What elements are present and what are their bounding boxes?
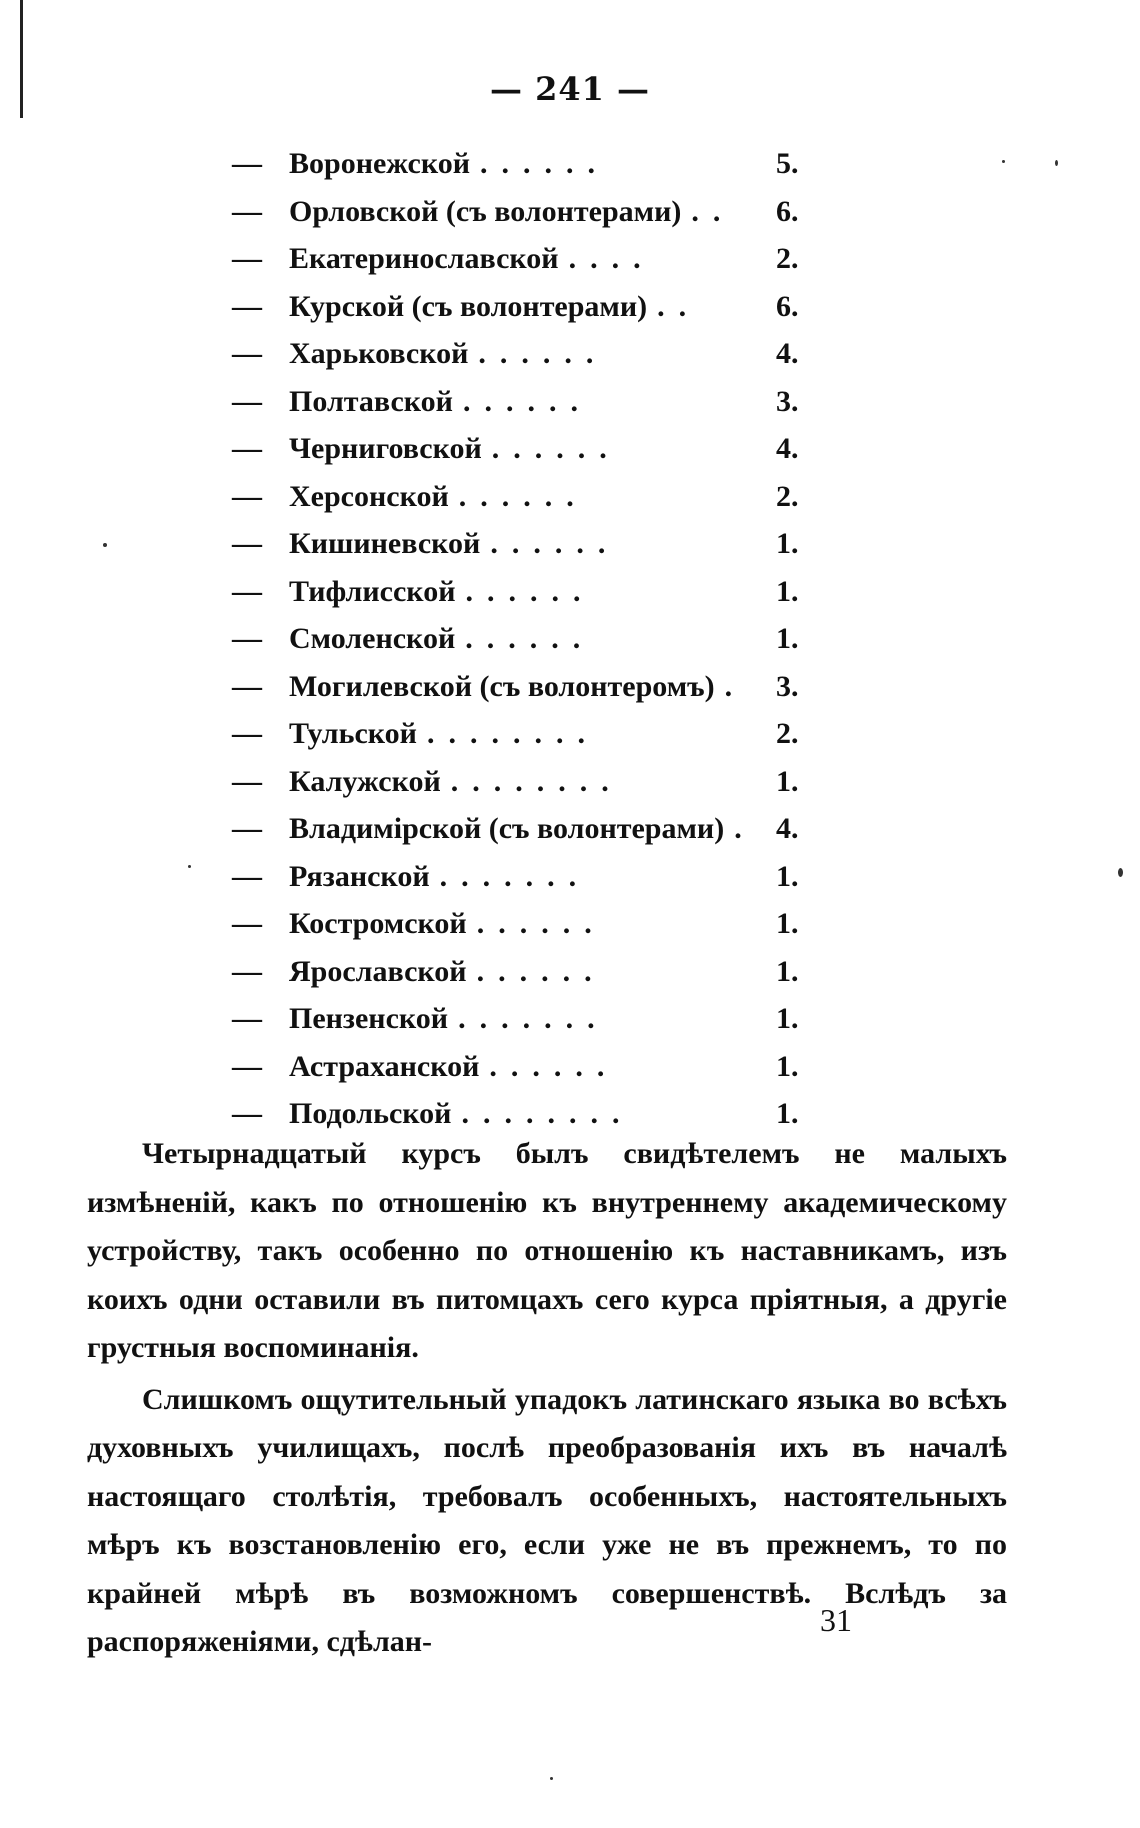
entry-name: Рязанской (289, 859, 430, 893)
scan-speck (550, 1777, 553, 1780)
entry-leader: ........ (426, 717, 599, 750)
list-item (232, 1043, 812, 1091)
entry-leader: .. (657, 289, 701, 323)
entry-leader: ....... (458, 1002, 609, 1035)
entry-name: Владимірской (съ волонтерами) (289, 812, 725, 845)
entry-leader: .. (691, 194, 735, 228)
entry-dash: — (232, 574, 262, 608)
body-text (87, 1130, 1007, 1667)
entry-name: Полтавской (289, 384, 453, 418)
entry-dash: — (232, 954, 262, 988)
entry-count: 1. (776, 907, 799, 940)
entry-count: 1. (776, 1097, 799, 1130)
entry-leader: ...... (489, 1049, 619, 1083)
entry-name: Воронежской (289, 147, 470, 180)
entry-count: 2. (776, 717, 799, 750)
entry-count: 1. (776, 527, 799, 560)
entry-leader: .... (568, 242, 655, 275)
scan-speck (188, 865, 191, 868)
list-item (232, 615, 812, 663)
diocese-list (232, 140, 812, 1138)
entry-name: Орловской (съ волонтерами) (289, 194, 682, 228)
paragraph: Четырнадцатый курсъ былъ свидѣтелемъ не малыхъ измѣненій, какъ по отношенію къ внутреннему академическому устройству, такъ особенно по отношенію къ наставникамъ, изъ коихъ одни оставили въ питомцахъ сего курса пріятныя, а другіе грустныя воспоминанія. (87, 1137, 1007, 1364)
list-item (232, 900, 812, 948)
list-item (232, 568, 812, 616)
list-item (232, 188, 812, 236)
entry-count: 1. (776, 764, 799, 798)
list-item (232, 283, 812, 331)
entry-dash: — (232, 859, 262, 893)
list-item (232, 473, 812, 521)
entry-name: Могилевской (съ волонтеромъ) (289, 669, 715, 703)
entry-count: 1. (776, 1002, 799, 1035)
entry-dash: — (232, 147, 262, 180)
entry-leader: ...... (465, 622, 595, 655)
entry-dash: — (232, 479, 262, 513)
entry-leader: ....... (439, 859, 591, 893)
entry-dash: — (232, 907, 262, 940)
entry-dash: — (232, 717, 262, 750)
entry-name: Кишиневской (289, 527, 481, 560)
entry-count: 4. (776, 812, 799, 845)
entry-leader: . (724, 669, 747, 703)
list-item (232, 948, 812, 996)
entry-count: 3. (776, 669, 799, 703)
entry-count: 4. (776, 432, 799, 465)
scan-speck (1118, 868, 1123, 877)
entry-count: 3. (776, 384, 799, 418)
entry-count: 5. (776, 147, 799, 180)
list-item (232, 378, 812, 426)
scan-speck (1002, 160, 1005, 163)
entry-count: 2. (776, 479, 799, 513)
entry-name: Ярославской (289, 954, 467, 988)
list-item (232, 805, 812, 853)
entry-dash: — (232, 622, 262, 655)
entry-dash: — (232, 194, 262, 228)
entry-name: Пензенской (289, 1002, 449, 1035)
paragraph: Слишкомъ ощутительный упадокъ латинскаго языка во всѣхъ духовныхъ училищахъ, послѣ преобразованія ихъ въ началѣ настоящаго столѣтія, требовалъ особенныхъ, настоятельныхъ мѣръ къ возстановленію его, если уже не въ прежнемъ, то по крайней мѣрѣ въ возможномъ совершенствѣ. Вслѣдъ за распоряженіями, сдѣлан- (87, 1382, 1007, 1658)
entry-name: Костромской (289, 907, 467, 940)
entry-dash: — (232, 1097, 262, 1130)
entry-leader: ...... (465, 574, 595, 608)
list-item (232, 140, 812, 188)
entry-leader: ...... (480, 147, 609, 180)
entry-dash: — (232, 337, 262, 370)
page-number: — 241 — (489, 70, 651, 108)
entry-count: 2. (776, 242, 799, 275)
entry-name: Смоленской (289, 622, 456, 655)
entry-dash: — (232, 1002, 262, 1035)
list-item (232, 330, 812, 378)
entry-name: Подольской (289, 1097, 452, 1130)
list-item (232, 425, 812, 473)
entry-count: 4. (776, 337, 799, 370)
entry-count: 1. (776, 954, 799, 988)
entry-leader: ...... (490, 527, 620, 560)
entry-leader: ...... (476, 907, 606, 940)
entry-leader: ...... (462, 384, 592, 418)
entry-leader: . (734, 812, 756, 845)
entry-name: Астраханской (289, 1049, 480, 1083)
entry-leader: ...... (476, 954, 606, 988)
scan-speck (1055, 160, 1058, 166)
entry-leader: ........ (461, 1097, 634, 1130)
entry-dash: — (232, 764, 262, 798)
entry-leader: ...... (478, 337, 608, 370)
entry-name: Харьковской (289, 337, 469, 370)
entry-name: Черниговской (289, 432, 482, 465)
entry-dash: — (232, 432, 262, 465)
list-item (232, 520, 812, 568)
entry-name: Калужской (289, 764, 441, 798)
entry-dash: — (232, 812, 262, 845)
entry-dash: — (232, 1049, 262, 1083)
list-item (232, 758, 812, 806)
entry-dash: — (232, 242, 262, 275)
list-item (232, 853, 812, 901)
entry-dash: — (232, 289, 262, 323)
entry-count: 6. (776, 194, 799, 228)
entry-leader: ...... (458, 479, 588, 513)
entry-count: 1. (776, 1049, 799, 1083)
list-item (232, 663, 812, 711)
entry-count: 1. (776, 859, 799, 893)
entry-count: 6. (776, 289, 799, 323)
entry-dash: — (232, 384, 262, 418)
signature-mark: 31 (820, 1602, 852, 1638)
entry-leader: ...... (491, 432, 621, 465)
entry-dash: — (232, 527, 262, 560)
list-item (232, 235, 812, 283)
entry-name: Херсонской (289, 479, 449, 513)
entry-count: 1. (776, 574, 799, 608)
entry-name: Екатеринославской (289, 242, 559, 275)
entry-name: Курской (съ волонтерами) (289, 289, 648, 323)
list-item (232, 995, 812, 1043)
scan-speck (103, 543, 107, 547)
entry-count: 1. (776, 622, 799, 655)
entry-name: Тульской (289, 717, 417, 750)
entry-dash: — (232, 669, 262, 703)
list-item (232, 710, 812, 758)
entry-name: Тифлисской (289, 574, 456, 608)
entry-leader: ........ (450, 764, 623, 798)
